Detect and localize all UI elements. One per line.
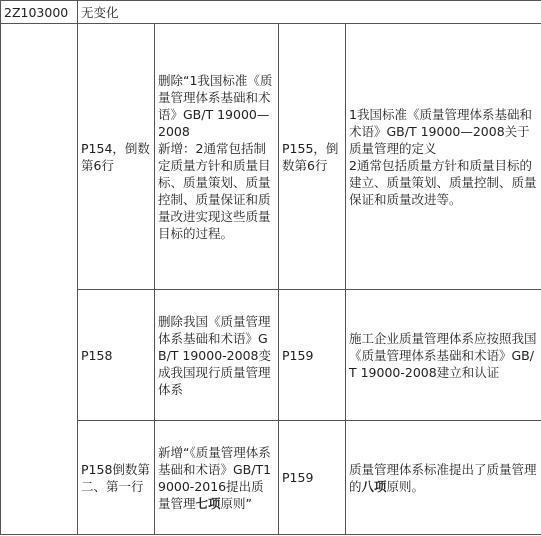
- old-content-line: 删除“1我国标准《质量管理体系基础和术语》GB/T 19000—2008: [158, 72, 273, 139]
- old-content-tail: 原则”: [220, 495, 253, 511]
- new-page-cell: P155，倒数第6行: [279, 24, 346, 290]
- old-page-cell: P154，倒数第6行: [78, 24, 155, 290]
- section-code: 2Z103000: [1, 1, 78, 24]
- old-page-cell: P158: [78, 290, 155, 421]
- new-content-line: 1我国标准《质量管理体系基础和术语》GB/T 19000—2008关于质量管理的定义: [349, 106, 532, 156]
- old-content-text: 新增“《质量管理体系 基础和术语》GB/T19000-2016提出质量管理: [158, 444, 272, 511]
- table-row: [1, 24, 541, 290]
- new-content-line: 2通常包括质量方针和质量目标的建立、质量策划、质量控制、质量保证和质量改进等。: [349, 157, 537, 207]
- old-content-cell: 删除我国《质量管理体系基础和术语》GB/T 19000-2008变成我国现行质量管理体系: [155, 290, 279, 421]
- new-content-tail: 原则。: [386, 478, 425, 494]
- new-content-cell: [346, 421, 541, 535]
- section-status: 无变化: [78, 1, 541, 24]
- new-content-bold: 八项: [361, 478, 387, 494]
- new-content-cell: 施工企业质量管理体系应按照我国《质量管理体系基础和术语》GB/T 19000-2008建立和认证: [346, 290, 541, 421]
- new-content-text: 质量管理体系标准提出了质量管理的: [349, 461, 537, 494]
- new-content-cell: [346, 24, 541, 290]
- old-content-line: 新增：2通常包括制定质量方针和质量目标、质量策划、质量控制、质量保证和质量改进实现这些质量目标的过程。: [158, 140, 271, 241]
- table-row: [1, 290, 541, 421]
- header-row: [1, 1, 541, 24]
- old-content-cell: [155, 24, 279, 290]
- old-content-bold: 七项: [195, 495, 221, 511]
- old-page-cell: P158倒数第二、第一行: [78, 421, 155, 535]
- new-page-cell: P159: [279, 421, 346, 535]
- empty-cell: [1, 24, 78, 535]
- new-page-cell: P159: [279, 290, 346, 421]
- old-content-cell: [155, 421, 279, 535]
- table-row: [1, 421, 541, 535]
